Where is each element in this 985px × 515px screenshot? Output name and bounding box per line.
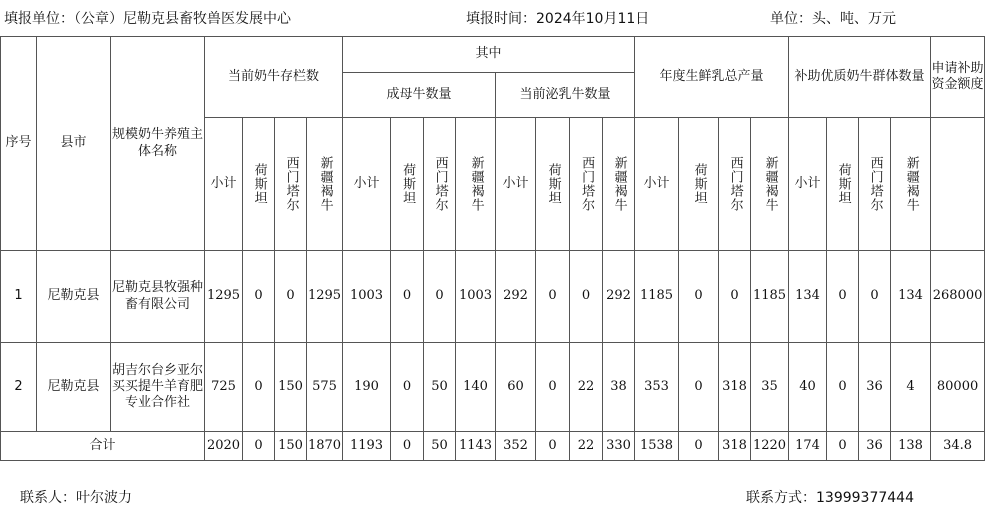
- cell-subsidy-holstein: 0: [827, 343, 859, 432]
- cell-stock-subtotal: 725: [205, 343, 243, 432]
- total-subsidy-subtotal: 174: [789, 432, 827, 461]
- total-adult-holstein: 0: [391, 432, 424, 461]
- cell-subsidy-simmental: 0: [859, 251, 891, 343]
- cell-lactating-simmental: 0: [570, 251, 603, 343]
- row-county: 尼勒克县: [37, 251, 111, 343]
- cell-milk-xinjiang-brown: 35: [751, 343, 789, 432]
- reporting-unit: 填报单位：（公章）尼勒克县畜牧兽医发展中心: [4, 11, 291, 27]
- cell-milk-holstein: 0: [679, 251, 719, 343]
- col-header-subtotal: 小计: [343, 118, 391, 251]
- row-entity-name: 胡吉尔台乡亚尔买买提牛羊育肥专业合作社: [111, 343, 205, 432]
- total-milk-simmental: 318: [719, 432, 751, 461]
- col-header-xinjiang-brown: 新疆褐牛: [456, 118, 496, 251]
- col-header-annual-milk: 年度生鲜乳总产量: [635, 37, 789, 118]
- cell-subsidy-simmental: 36: [859, 343, 891, 432]
- cell-subsidy-subtotal: 40: [789, 343, 827, 432]
- cell-subsidy-xinjiang-brown: 4: [891, 343, 931, 432]
- col-header-xinjiang-brown: 新疆褐牛: [603, 118, 635, 251]
- cell-adult-holstein: 0: [391, 251, 424, 343]
- col-header-xinjiang-brown: 新疆褐牛: [751, 118, 789, 251]
- cell-stock-holstein: 0: [243, 251, 275, 343]
- col-header-current-stock: 当前奶牛存栏数: [205, 37, 343, 118]
- row-entity-name: 尼勒克县牧强种畜有限公司: [111, 251, 205, 343]
- cell-adult-xinjiang-brown: 140: [456, 343, 496, 432]
- row-county: 尼勒克县: [37, 343, 111, 432]
- col-header-holstein: 荷斯坦: [391, 118, 424, 251]
- cell-stock-subtotal: 1295: [205, 251, 243, 343]
- cell-apply-fund: 268000: [931, 251, 985, 343]
- col-header-subtotal: 小计: [205, 118, 243, 251]
- cell-subsidy-subtotal: 134: [789, 251, 827, 343]
- cell-stock-xinjiang-brown: 575: [307, 343, 343, 432]
- total-adult-simmental: 50: [424, 432, 456, 461]
- total-lactating-xinjiang-brown: 330: [603, 432, 635, 461]
- cell-milk-simmental: 0: [719, 251, 751, 343]
- contact-person: 联系人：叶尔波力: [20, 490, 132, 506]
- table-row: [1, 251, 985, 343]
- header-row-1: [1, 37, 985, 73]
- cell-lactating-xinjiang-brown: 38: [603, 343, 635, 432]
- col-header-subtotal: 小计: [635, 118, 679, 251]
- total-milk-holstein: 0: [679, 432, 719, 461]
- total-adult-subtotal: 1193: [343, 432, 391, 461]
- col-header-subtotal: 小计: [496, 118, 536, 251]
- cell-lactating-xinjiang-brown: 292: [603, 251, 635, 343]
- total-subsidy-xinjiang-brown: 138: [891, 432, 931, 461]
- total-adult-xinjiang-brown: 1143: [456, 432, 496, 461]
- cell-milk-subtotal: 1185: [635, 251, 679, 343]
- col-header-simmental: 西门塔尔: [275, 118, 307, 251]
- cell-lactating-subtotal: 292: [496, 251, 536, 343]
- dairy-cattle-report-table: [0, 36, 985, 461]
- col-header-adult-cows: 成母牛数量: [343, 73, 496, 118]
- total-stock-simmental: 150: [275, 432, 307, 461]
- table-row: [1, 343, 985, 432]
- col-header-simmental: 西门塔尔: [719, 118, 751, 251]
- cell-lactating-holstein: 0: [536, 251, 570, 343]
- col-header-entity: 规模奶牛养殖主体名称: [111, 37, 205, 251]
- cell-adult-xinjiang-brown: 1003: [456, 251, 496, 343]
- cell-stock-simmental: 0: [275, 251, 307, 343]
- cell-adult-simmental: 0: [424, 251, 456, 343]
- cell-lactating-simmental: 22: [570, 343, 603, 432]
- cell-lactating-subtotal: 60: [496, 343, 536, 432]
- total-label: 合计: [1, 432, 205, 461]
- row-seq: 1: [1, 251, 37, 343]
- measurement-units: 单位：头、吨、万元: [770, 11, 896, 27]
- total-subsidy-simmental: 36: [859, 432, 891, 461]
- cell-subsidy-holstein: 0: [827, 251, 859, 343]
- cell-stock-holstein: 0: [243, 343, 275, 432]
- col-header-seq: 序号: [1, 37, 37, 251]
- cell-lactating-holstein: 0: [536, 343, 570, 432]
- col-header-holstein: 荷斯坦: [679, 118, 719, 251]
- col-header-lactating: 当前泌乳牛数量: [496, 73, 635, 118]
- col-header-subtotal: 小计: [789, 118, 827, 251]
- total-lactating-subtotal: 352: [496, 432, 536, 461]
- col-header-of-which: 其中: [343, 37, 635, 73]
- col-header-simmental: 西门塔尔: [859, 118, 891, 251]
- contact-phone: 联系方式：13999377444: [746, 490, 914, 506]
- cell-apply-fund: 80000: [931, 343, 985, 432]
- total-lactating-holstein: 0: [536, 432, 570, 461]
- col-header-simmental: 西门塔尔: [570, 118, 603, 251]
- total-apply-fund: 34.8: [931, 432, 985, 461]
- row-seq: 2: [1, 343, 37, 432]
- col-header-apply-fund-blank: [931, 118, 985, 251]
- col-header-holstein: 荷斯坦: [536, 118, 570, 251]
- cell-stock-xinjiang-brown: 1295: [307, 251, 343, 343]
- col-header-xinjiang-brown: 新疆褐牛: [307, 118, 343, 251]
- col-header-holstein: 荷斯坦: [827, 118, 859, 251]
- cell-adult-subtotal: 1003: [343, 251, 391, 343]
- total-row: [1, 432, 985, 461]
- total-subsidy-holstein: 0: [827, 432, 859, 461]
- col-header-county: 县市: [37, 37, 111, 251]
- col-header-simmental: 西门塔尔: [424, 118, 456, 251]
- col-header-apply-fund: 申请补助资金额度: [931, 37, 985, 118]
- cell-stock-simmental: 150: [275, 343, 307, 432]
- col-header-subsidy-herd: 补助优质奶牛群体数量: [789, 37, 931, 118]
- cell-adult-subtotal: 190: [343, 343, 391, 432]
- total-milk-xinjiang-brown: 1220: [751, 432, 789, 461]
- total-stock-xinjiang-brown: 1870: [307, 432, 343, 461]
- cell-milk-xinjiang-brown: 1185: [751, 251, 789, 343]
- cell-subsidy-xinjiang-brown: 134: [891, 251, 931, 343]
- total-milk-subtotal: 1538: [635, 432, 679, 461]
- total-stock-subtotal: 2020: [205, 432, 243, 461]
- total-lactating-simmental: 22: [570, 432, 603, 461]
- cell-adult-holstein: 0: [391, 343, 424, 432]
- col-header-xinjiang-brown: 新疆褐牛: [891, 118, 931, 251]
- cell-milk-subtotal: 353: [635, 343, 679, 432]
- total-stock-holstein: 0: [243, 432, 275, 461]
- cell-milk-holstein: 0: [679, 343, 719, 432]
- cell-milk-simmental: 318: [719, 343, 751, 432]
- col-header-holstein: 荷斯坦: [243, 118, 275, 251]
- cell-adult-simmental: 50: [424, 343, 456, 432]
- reporting-date: 填报时间：2024年10月11日: [466, 11, 650, 27]
